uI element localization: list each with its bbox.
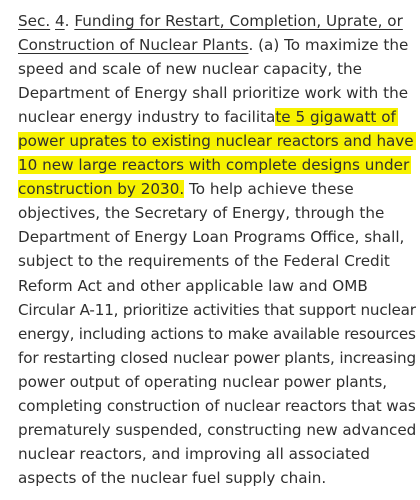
- text-line: Reform Act and other applicable law and OMB: [18, 276, 368, 295]
- text-line: [18, 129, 414, 153]
- text-line: objectives, the Secretary of Energy, through the: [18, 204, 385, 223]
- highlighted-text: 10 new large reactors with complete designs under: [18, 156, 410, 175]
- section-heading-part2: Construction of Nuclear Plants: [18, 36, 249, 55]
- text-line: prematurely suspended, constructing new advanced: [18, 420, 417, 439]
- plain-text: To help achieve these: [184, 180, 354, 199]
- text-line: speed and scale of new nuclear capacity, the: [18, 60, 362, 79]
- text-line: [18, 105, 414, 129]
- paragraph-opening: . (a) To maximize the: [248, 36, 409, 55]
- text-line: subject to the requirements of the Federal Credit: [18, 252, 390, 271]
- text-line: [18, 153, 414, 177]
- plain-text: nuclear energy industry to facilita: [18, 108, 276, 127]
- text-line: [18, 33, 414, 57]
- highlighted-text: power uprates to existing nuclear reactors and have: [18, 132, 414, 151]
- text-line: energy, including actions to make available resources: [18, 324, 416, 343]
- text-line: aspects of the nuclear fuel supply chain.: [18, 468, 327, 487]
- text-line: nuclear reactors, and improving all associated: [18, 444, 370, 463]
- text-line: Department of Energy Loan Programs Office, shall,: [18, 228, 405, 247]
- text-line: [18, 177, 414, 201]
- section-heading-part1: Funding for Restart, Completion, Uprate, or: [74, 12, 403, 30]
- text-line: completing construction of nuclear reactors that was: [18, 396, 416, 415]
- text-line: power output of operating nuclear power plants,: [18, 372, 388, 391]
- section-label: Sec.: [18, 12, 51, 30]
- highlighted-text: construction by 2030.: [18, 180, 185, 199]
- highlighted-text: te 5 gigawatt of: [275, 108, 396, 127]
- text-line: Sec. 4. Funding for Restart, Completion, Uprate, or: [18, 12, 403, 30]
- text-line: Circular A-11, prioritize activities that support nuclear: [18, 300, 416, 319]
- text-line: Department of Energy shall prioritize work with the: [18, 84, 409, 103]
- text-line: for restarting closed nuclear power plants, increasing: [18, 348, 417, 367]
- section-number: 4: [55, 12, 65, 30]
